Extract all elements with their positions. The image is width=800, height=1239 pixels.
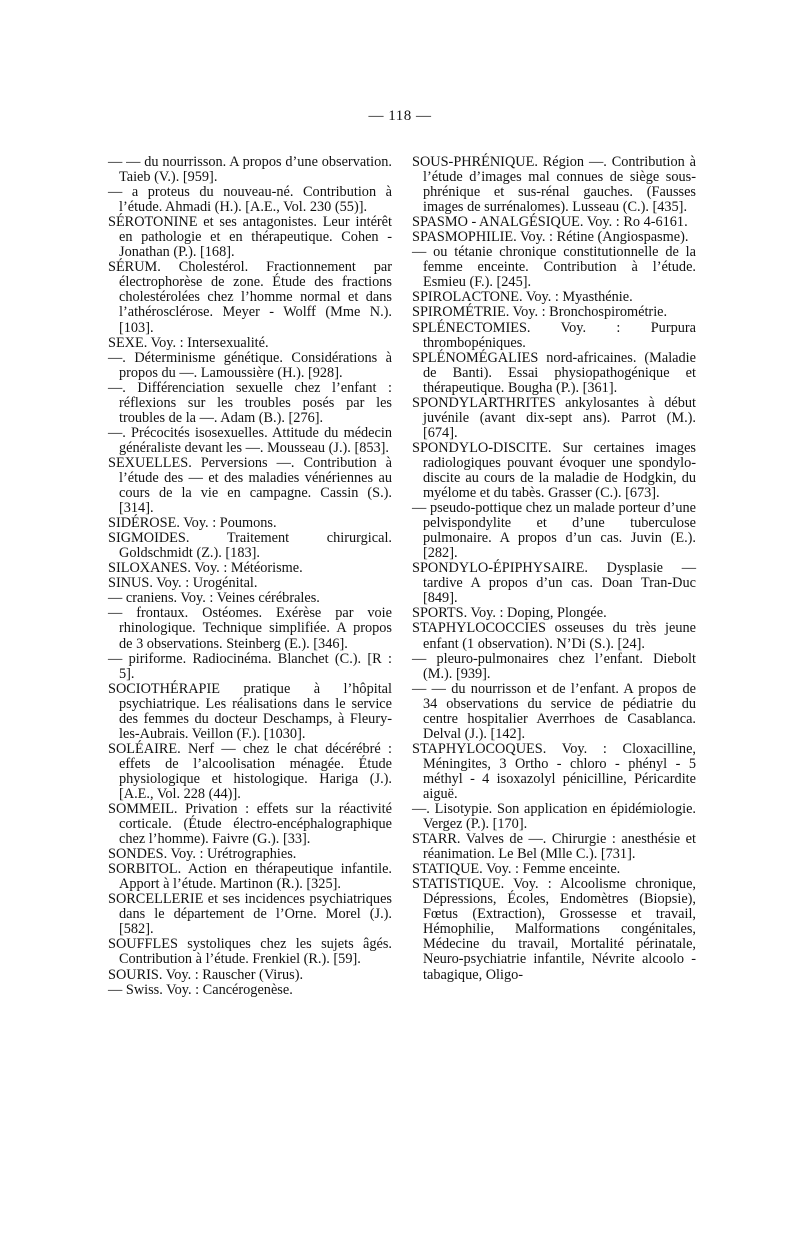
index-entry: SEXE. Voy. : Intersexualité. (108, 334, 269, 351)
index-entry: SPONDYLO-ÉPIPHYSAIRE. Dysplasie — tardive A propos d’un cas. Doan Tran-Duc [849]. (412, 560, 696, 607)
index-entry: SÉRUM. Cholestérol. Fractionnement par électrophorèse de zone. Étude des fractions cholestérolées chez l’homme normal et dans l’athérosclérose. Meyer - Wolff (Mme N.). [103]. (108, 259, 392, 336)
index-entry: STATIQUE. Voy. : Femme enceinte. (412, 861, 621, 878)
index-entry: SOUFFLES systoliques chez les sujets âgés. Contribution à l’étude. Frenkiel (R.). [59]. (108, 936, 392, 968)
index-entry: — craniens. Voy. : Veines cérébrales. (108, 590, 320, 607)
index-entry: — ou tétanie chronique constitutionnelle de la femme enceinte. Contribution à l’étude. Esmieu (F.). [245]. (412, 244, 696, 291)
index-entry: SOUS-PHRÉNIQUE. Région —. Contribution à l’étude d’images mal connues de siège sous-phrénique et sus-rénal gauches. (Fausses images de surrénalomes). Lusseau (C.). [435]. (412, 154, 696, 216)
index-entry: SPLÉNOMÉGALIES nord-africaines. (Maladie de Banti). Essai physiopathogénique et thérapeutique. Bougha (P.). [361]. (412, 349, 696, 396)
index-entry: STAPHYLOCOQUES. Voy. : Cloxacilline, Méningites, 3 Ortho - chloro - phényl - 5 méthyl - 4 isoxazolyl pénicilline, Péricardite aiguë. (412, 740, 696, 802)
index-entry: SONDES. Voy. : Urétrographies. (108, 846, 297, 863)
index-entry: SÉROTONINE et ses antagonistes. Leur intérêt en pathologie et en thérapeutique. Cohen - Jonathan (P.). [168]. (108, 214, 392, 261)
index-entry: SOMMEIL. Privation : effets sur la réactivité corticale. (Étude électro-encéphalographique chez l’homme). Faivre (G.). [33]. (108, 801, 392, 848)
index-entry: —. Déterminisme génétique. Considérations à propos du —. Lamoussière (H.). [928]. (108, 349, 392, 381)
index-entry: SPIROMÉTRIE. Voy. : Bronchospirométrie. (412, 304, 668, 321)
index-entry: — pleuro-pulmonaires chez l’enfant. Diebolt (M.). [939]. (412, 650, 696, 682)
index-entry: SPONDYLARTHRITES ankylosantes à début juvénile (avant dix-sept ans). Parrot (M.). [674]. (412, 394, 696, 441)
index-entry: SPASMOPHILIE. Voy. : Rétine (Angiospasme). (412, 229, 689, 246)
index-entry: SIDÉROSE. Voy. : Poumons. (108, 515, 277, 532)
index-entry: SORCELLERIE et ses incidences psychiatriques dans le département de l’Orne. Morel (J.). [582]. (108, 891, 392, 938)
index-entry: SPASMO - ANALGÉSIQUE. Voy. : Ro 4-6161. (412, 214, 688, 231)
index-entry: SINUS. Voy. : Urogénital. (108, 575, 258, 592)
index-entry: SPORTS. Voy. : Doping, Plongée. (412, 605, 607, 622)
index-entry: — a proteus du nouveau-né. Contribution à l’étude. Ahmadi (H.). [A.E., Vol. 230 (55)]. (108, 184, 392, 216)
index-entry: — — du nourrisson. A propos d’une observation. Taieb (V.). [959]. (108, 154, 392, 186)
index-entry: — Swiss. Voy. : Cancérogenèse. (108, 981, 293, 998)
index-entry: SEXUELLES. Perversions —. Contribution à l’étude des — et des maladies vénériennes au cours de la vie en campagne. Cassin (S.). [314]. (108, 454, 392, 517)
index-entry: SOURIS. Voy. : Rauscher (Virus). (108, 966, 304, 983)
page-number: — 118 — (368, 108, 432, 124)
index-entry: — piriforme. Radiocinéma. Blanchet (C.). [R : 5]. (108, 650, 392, 682)
index-entry: STARR. Valves de —. Chirurgie : anesthésie et réanimation. Le Bel (Mlle C.). [731]. (412, 831, 696, 863)
right-column (412, 155, 696, 983)
index-entry: SIGMOIDES. Traitement chirurgical. Goldschmidt (Z.). [183]. (108, 530, 392, 562)
index-entry: SPONDYLO-DISCITE. Sur certaines images radiologiques pouvant évoquer une spondylo-discite au cours de la maladie de Hodgkin, du myélome et du tabès. Grasser (C.). [673]. (412, 439, 696, 502)
index-entry: SORBITOL. Action en thérapeutique infantile. Apport à l’étude. Martinon (R.). [325]. (108, 861, 392, 893)
left-column (108, 155, 392, 998)
index-entry: SPIROLACTONE. Voy. : Myasthénie. (412, 289, 633, 306)
index-entry: SILOXANES. Voy. : Météorisme. (108, 560, 303, 577)
index-entry: —. Différenciation sexuelle chez l’enfant : réflexions sur les troubles posés par les troubles de la —. Adam (B.). [276]. (108, 379, 392, 426)
index-entry: SOLÉAIRE. Nerf — chez le chat décérébré : effets de l’alcoolisation ménagée. Étude physiologique et histologique. Hariga (J.). [A.E., Vol. 228 (44)]. (108, 740, 392, 802)
index-entry: STATISTIQUE. Voy. : Alcoolisme chronique, Dépressions, Écoles, Endomètres (Biopsie), Fœtus (Extraction), Grossesse et travail, Hémophilie, Malformations congénitales, Médecine du travail, Mortalité périnatale, Neuro-psychiatrie infantile, Névrite alcoolo - tabagique, Oligo- (412, 876, 696, 983)
index-entry: STAPHYLOCOCCIES osseuses du très jeune enfant (1 observation). N’Di (S.). [24]. (412, 620, 696, 652)
index-entry: SPLÉNECTOMIES. Voy. : Purpura thrombopéniques. (412, 319, 696, 351)
index-entry: —. Lisotypie. Son application en épidémiologie. Vergez (P.). [170]. (412, 801, 696, 833)
index-entry: — pseudo-pottique chez un malade porteur d’une pelvispondylite et d’une tuberculose pulmonaire. A propos d’un cas. Juvin (E.). [282]. (412, 500, 696, 562)
index-entry: —. Précocités isosexuelles. Attitude du médecin généraliste devant les —. Mousseau (J.). [853]. (108, 424, 392, 456)
index-entry: SOCIOTHÉRAPIE pratique à l’hôpital psychiatrique. Les réalisations dans le service des femmes du docteur Deschamps, à Fleury-les-Aubrais. Veillon (F.). [1030]. (108, 680, 392, 742)
index-entry: — frontaux. Ostéomes. Exérèse par voie rhinologique. Technique simplifiée. A propos de 3 observations. Steinberg (E.). [346]. (108, 605, 392, 652)
index-entry: — — du nourrisson et de l’enfant. A propos de 34 observations du service de pédiatrie du centre hospitalier Averrhoes de Casablanca. Delval (J.). [142]. (412, 680, 696, 742)
